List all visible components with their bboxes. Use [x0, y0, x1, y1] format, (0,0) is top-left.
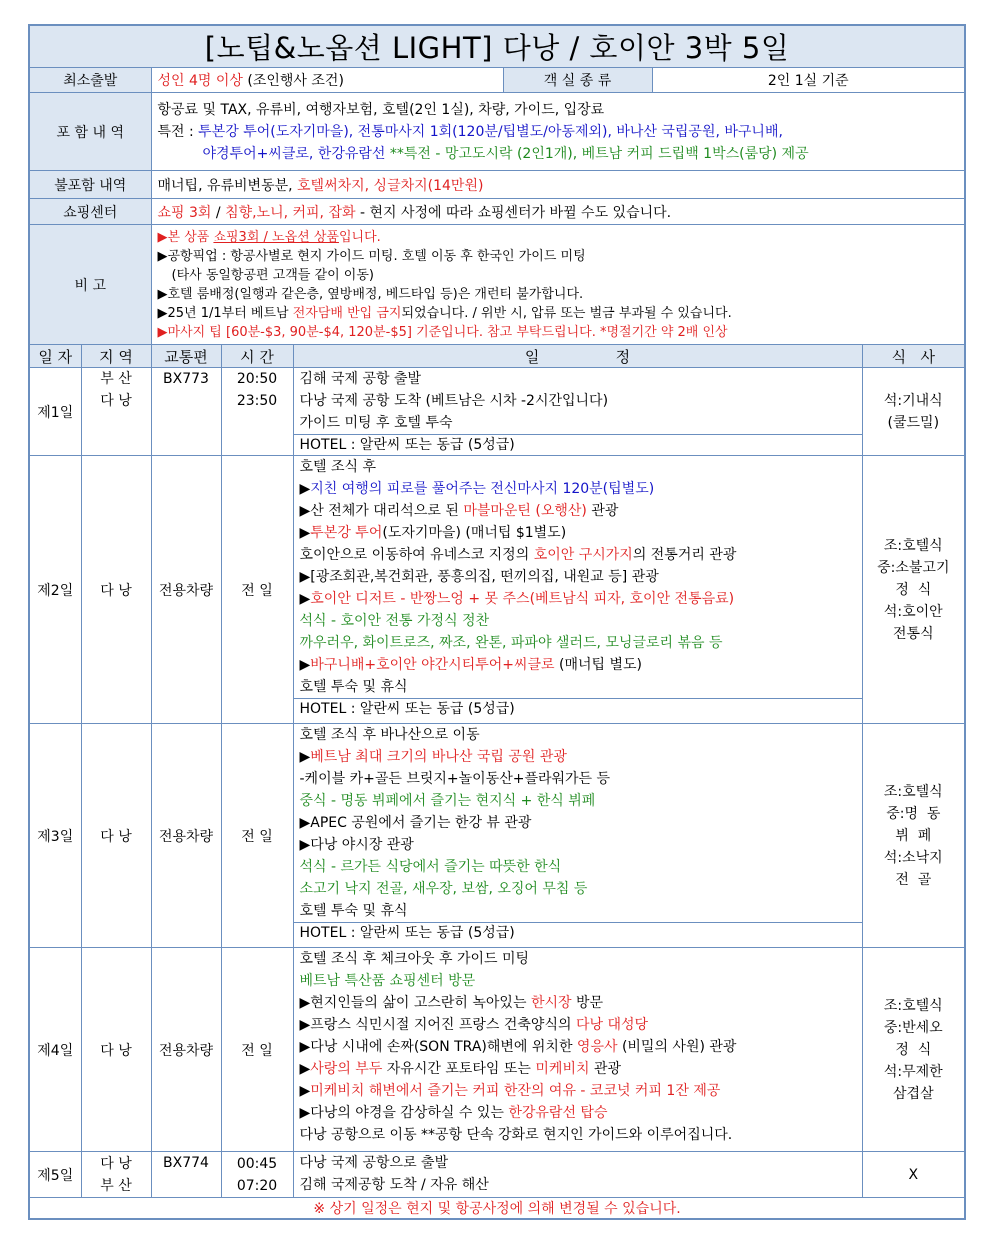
min-departure-label: 최소출발	[29, 68, 151, 93]
schedule-header	[29, 345, 965, 368]
day-row	[29, 368, 965, 456]
time-cell: 전 일	[221, 724, 293, 948]
itinerary-document	[28, 24, 964, 1220]
excluded-items: 매너팁, 유류비변동분, 호텔써차지, 싱글차지(14만원)	[151, 171, 965, 199]
note-shopping: ▶본 상품 쇼핑3회 / 노옵션 상품입니다.	[157, 229, 381, 245]
meal-cell: 조:호텔식 중:반세오 정 식 석:무제한 삼겹살	[862, 948, 965, 1152]
transport-cell: 전용차량	[151, 724, 221, 948]
transport-cell: BX773	[151, 368, 221, 456]
header-meal: 식 사	[862, 345, 965, 368]
shopping-info: 쇼핑 3회 / 침향,노니, 커피, 잡화 - 현지 사정에 따라 쇼핑센터가 바뀔 수도 있습니다.	[151, 199, 965, 225]
page-title: [노팁&노옵션 LIGHT] 다낭 / 호이안 3박 5일	[29, 25, 965, 68]
region-cell: 다 낭	[81, 724, 151, 948]
day-row	[29, 456, 965, 724]
header-transport: 교통편	[151, 345, 221, 368]
note-pickup: ▶공항픽업 : 항공사별로 현지 가이드 미팅. 호텔 이동 후 한국인 가이드 미팅	[157, 248, 586, 264]
header-region: 지 역	[81, 345, 151, 368]
day-label: 제2일	[29, 456, 81, 724]
hotel-info: HOTEL : 알란씨 또는 동급 (5성급)	[294, 434, 862, 455]
included-items: 항공료 및 TAX, 유류비, 여행자보험, 호텔(2인 1실), 차량, 가이드, 입장료 특전 : 투본강 투어(도자기마을), 전통마사지 1회(120분/팁별도/아동제외), 바나산 국립공원, 바구니배, 야경투어+씨클로, 한강유람선 **특전 - 망고도시락 (2인1개), 베트남 커피 드립백 1박스(룸당) 제공	[151, 93, 965, 171]
notes	[151, 225, 965, 345]
meal-cell: X	[862, 1152, 965, 1198]
room-type-label: 객 실 종 류	[503, 68, 652, 93]
day-label: 제3일	[29, 724, 81, 948]
notes-label: 비 고	[29, 225, 151, 345]
hotel-info: HOTEL : 알란씨 또는 동급 (5성급)	[294, 698, 862, 719]
meal-cell: 석:기내식 (쿨드밀)	[862, 368, 965, 456]
header-time: 시 간	[221, 345, 293, 368]
header-schedule: 일 정	[293, 345, 862, 368]
note-pickup-sub: (타사 동일항공편 고객들 같이 이동)	[171, 267, 374, 283]
time-cell: 20:50 23:50	[221, 368, 293, 456]
day-row	[29, 1152, 965, 1198]
meal-cell: 조:호텔식 중:소불고기 정 식 석:호이안 전통식	[862, 456, 965, 724]
region-cell: 부 산 다 낭	[81, 368, 151, 456]
day-row	[29, 948, 965, 1152]
room-type-value: 2인 1실 기준	[652, 68, 965, 93]
transport-cell: 전용차량	[151, 456, 221, 724]
min-departure-value: 성인 4명 이상 (조인행사 조건)	[151, 68, 503, 93]
time-cell: 00:45 07:20	[221, 1152, 293, 1198]
meal-cell: 조:호텔식 중:명 동 뷔 페 석:소낙지 전 골	[862, 724, 965, 948]
included-label: 포 함 내 역	[29, 93, 151, 171]
hotel-info: HOTEL : 알란씨 또는 동급 (5성급)	[294, 922, 862, 943]
day-label: 제1일	[29, 368, 81, 456]
schedule-cell: 호텔 조식 후 바나산으로 이동 ▶베트남 최대 크기의 바나산 국립 공원 관광 -케이블 카+골든 브릿지+놀이동산+플라워가든 등 중식 - 명동 뷔페에서 즐기는 현지식 + 한식 뷔페 ▶APEC 공원에서 즐기는 한강 뷰 관광 ▶다낭 야시장 관광 석식 - 르가든 식당에서 즐기는 따뜻한 한식 소고기 낙지 전골, 새우장, 보쌈, 오징어 무침 등 호텔 투숙 및 휴식 HOTEL : 알란씨 또는 동급 (5성급)	[293, 724, 862, 948]
schedule-cell: 다낭 국제 공항으로 출발 김해 국제공항 도착 / 자유 해산	[293, 1152, 862, 1198]
time-cell: 전 일	[221, 456, 293, 724]
header-day: 일 자	[29, 345, 81, 368]
day-row	[29, 724, 965, 948]
transport-cell: BX774	[151, 1152, 221, 1198]
day-label: 제4일	[29, 948, 81, 1152]
region-cell: 다 낭	[81, 948, 151, 1152]
schedule-cell: 김해 국제 공항 출발 다낭 국제 공항 도착 (베트남은 시차 -2시간입니다) 가이드 미팅 후 호텔 투숙 HOTEL : 알란씨 또는 동급 (5성급)	[293, 368, 862, 456]
region-cell: 다 낭 부 산	[81, 1152, 151, 1198]
note-room: ▶호텔 룸배정(일행과 같은층, 옆방배정, 베드타입 등)은 개런티 불가합니다.	[157, 286, 584, 302]
region-cell: 다 낭	[81, 456, 151, 724]
note-massage-tip: ▶마사지 팁 [60분-$3, 90분-$4, 120분-$5] 기준입니다. 참고 부탁드립니다. *명절기간 약 2배 인상	[157, 324, 728, 340]
footer-notice: ※ 상기 일정은 현지 및 항공사정에 의해 변경될 수 있습니다.	[29, 1198, 965, 1220]
schedule-cell: 호텔 조식 후 체크아웃 후 가이드 미팅 베트남 특산품 쇼핑센터 방문 ▶현지인들의 삶이 고스란히 녹아있는 한시장 방문 ▶프랑스 식민시절 지어진 프랑스 건축양식의 다낭 대성당 ▶다낭 시내에 손짜(SON TRA)해변에 위치한 영응사 (비밀의 사원) 관광 ▶사랑의 부두 자유시간 포토타임 또는 미케비치 관광 ▶미케비치 해변에서 즐기는 커피 한잔의 여유 - 코코넛 커피 1잔 제공 ▶다낭의 야경을 감상하실 수 있는 한강유람선 탑승 다낭 공항으로 이동 **공항 단속 강화로 현지인 가이드와 이루어집니다.	[293, 948, 862, 1152]
day-label: 제5일	[29, 1152, 81, 1198]
note-ecig: ▶25년 1/1부터 베트남 전자담배 반입 금지되었습니다. / 위반 시, 압류 또는 벌금 부과될 수 있습니다.	[157, 305, 732, 321]
transport-cell: 전용차량	[151, 948, 221, 1152]
itinerary-table	[28, 24, 966, 1220]
shopping-label: 쇼핑센터	[29, 199, 151, 225]
schedule-cell: 호텔 조식 후 ▶지친 여행의 피로를 풀어주는 전신마사지 120분(팁별도) ▶산 전체가 대리석으로 된 마블마운틴 (오행산) 관광 ▶투본강 투어(도자기마을) (매너팁 $1별도) 호이안으로 이동하여 유네스코 지정의 호이안 구시가지의 전통거리 관광 ▶[광조회관,복건회관, 풍흥의집, 떤끼의집, 내원교 등] 관광 ▶호이안 디저트 - 반짱느엉 + 못 주스(베트남식 피자, 호이안 전통음료) 석식 - 호이안 전통 가정식 정찬 까우러우, 화이트로즈, 짜조, 완톤, 파파야 샐러드, 모닝글로리 볶음 등 ▶바구니배+호이안 야간시티투어+씨클로 (매너팁 별도) 호텔 투숙 및 휴식 HOTEL : 알란씨 또는 동급 (5성급)	[293, 456, 862, 724]
excluded-label: 불포함 내역	[29, 171, 151, 199]
time-cell: 전 일	[221, 948, 293, 1152]
